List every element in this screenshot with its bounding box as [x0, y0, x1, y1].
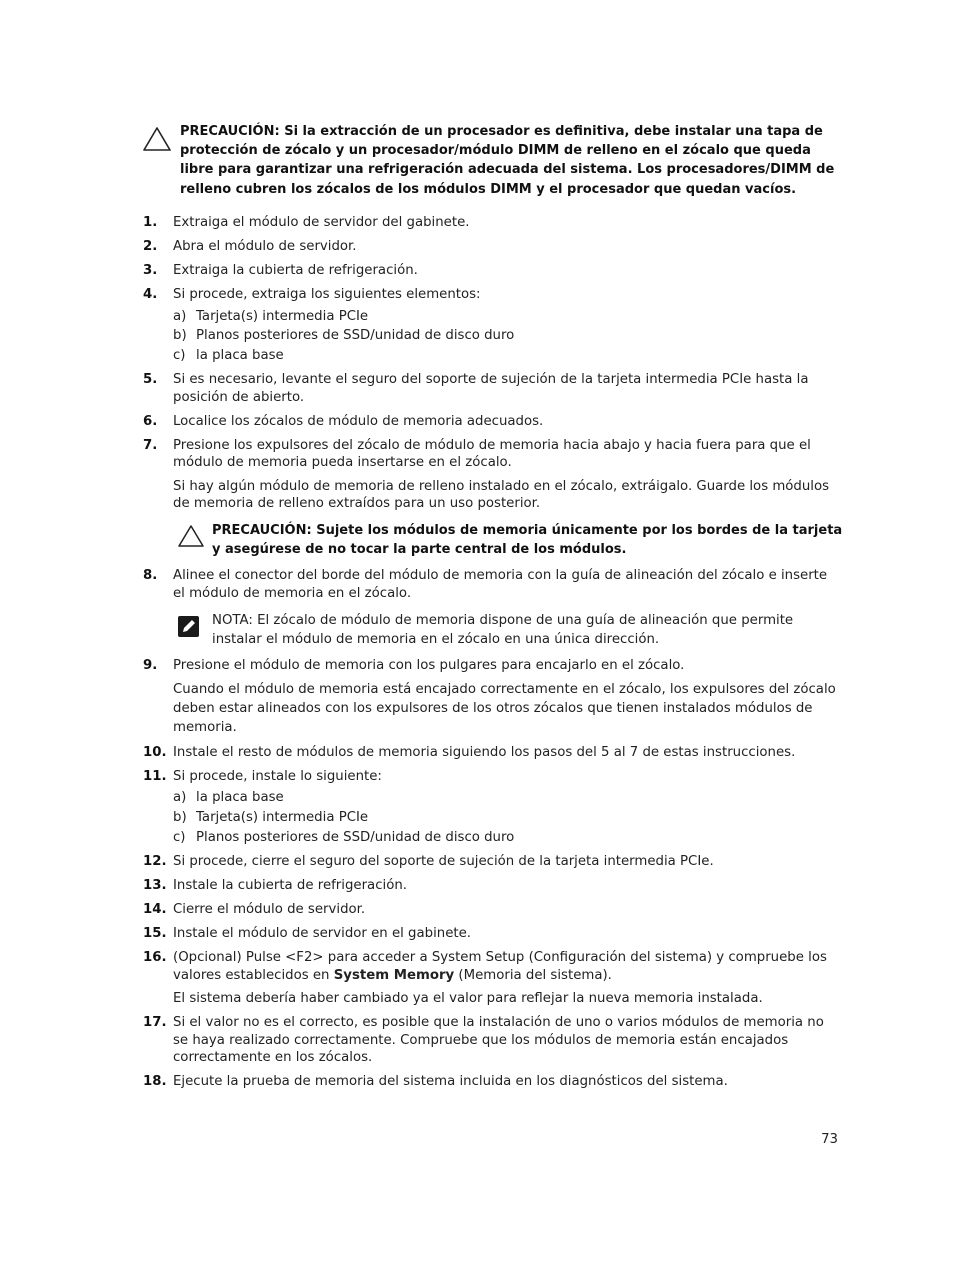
- step-text: Si procede, instale lo siguiente:: [173, 768, 382, 784]
- note-text: El zócalo de módulo de memoria dispone de una guía de alineación que permite instalar el módulo de memoria en el zócalo en una única dirección.: [212, 613, 794, 648]
- step-number: 18.: [143, 1074, 167, 1090]
- step-text: Presione los expulsores del zócalo de módulo de memoria hacia abajo y hacia fuera para que el módulo de memoria pueda insertarse en el zócalo.: [173, 437, 811, 471]
- step-text: Localice los zócalos de módulo de memoria adecuados.: [173, 413, 544, 429]
- step-10: [143, 744, 843, 762]
- step-number: 15.: [143, 926, 167, 942]
- step-15: [143, 925, 843, 943]
- step-text: Presione el módulo de memoria con los pulgares para encajarlo en el zócalo.: [173, 657, 685, 673]
- step-number: 8.: [143, 568, 158, 584]
- step-number: 13.: [143, 878, 167, 894]
- step-extra-text: Cuando el módulo de memoria está encajado correctamente en el zócalo, los expulsores del zócalo deben estar alineados con los expulsores de los otros zócalos que tienen instalados módulos de memoria.: [173, 682, 836, 736]
- step-number: 14.: [143, 902, 167, 918]
- note-label: NOTA:: [212, 613, 253, 629]
- step-text: Extraiga la cubierta de refrigeración.: [173, 263, 418, 278]
- step-8: [143, 567, 843, 650]
- step-text: Instale el resto de módulos de memoria siguiendo los pasos del 5 al 7 de estas instrucciones.: [173, 744, 796, 760]
- sub-item: [173, 327, 843, 345]
- step-extra-text: Si hay algún módulo de memoria de relleno instalado en el zócalo, extráigalo. Guarde los módulos de memoria de relleno extraídos para un uso posterior.: [173, 478, 830, 512]
- step-text: Si procede, cierre el seguro del soporte de sujeción de la tarjeta intermedia PCIe.: [173, 854, 714, 870]
- sub-text: Planos posteriores de SSD/unidad de disco duro: [196, 328, 515, 344]
- step-extra-text: El sistema debería haber cambiado ya el valor para reflejar la nueva memoria instalada.: [173, 991, 763, 1007]
- step-12: [143, 853, 843, 871]
- step-3: [143, 262, 843, 280]
- step-number: 1.: [143, 215, 158, 230]
- step-number: 16.: [143, 950, 167, 966]
- sub-letter: c): [173, 348, 186, 364]
- caution-text: PRECAUCIÓN: Si la extracción de un procesador es definitiva, debe instalar una tapa de protección de zócalo y un procesador/módulo DIMM de relleno en el zócalo que queda libre para garantizar una refrigeración adecuada del sistema. Los procesadores/DIMM de relleno cubren los zócalos de los módulos DIMM y el procesador que quedan vacíos.: [180, 124, 835, 197]
- step-6: [143, 413, 843, 431]
- step-number: 6.: [143, 413, 158, 429]
- step-text: [173, 949, 843, 984]
- sub-text: Planos posteriores de SSD/unidad de disco duro: [196, 830, 515, 846]
- step-2: [143, 238, 843, 256]
- step-number: 7.: [143, 437, 158, 453]
- step-text: Si procede, extraiga los siguientes elementos:: [173, 287, 481, 302]
- step-4: [143, 286, 843, 365]
- note-paragraph: [212, 611, 843, 649]
- step-number: 17.: [143, 1015, 167, 1031]
- sub-text: la placa base: [196, 790, 284, 806]
- step-18: [143, 1073, 843, 1091]
- step-5: [143, 371, 843, 406]
- step-17: [143, 1014, 843, 1067]
- step-number: 2.: [143, 239, 158, 254]
- sub-list: [173, 308, 843, 365]
- step-text: Instale la cubierta de refrigeración.: [173, 878, 407, 894]
- step-text: Abra el módulo de servidor.: [173, 239, 357, 254]
- sub-letter: c): [173, 830, 186, 846]
- inner-caution-text: PRECAUCIÓN: Sujete los módulos de memoria únicamente por los bordes de la tarjeta y asegúrese de no tocar la parte central de los módulos.: [212, 522, 843, 557]
- step-13: [143, 877, 843, 895]
- sub-item: [173, 809, 843, 827]
- step-number: 3.: [143, 263, 158, 278]
- step-16: [143, 949, 843, 1008]
- step-9: [143, 657, 843, 738]
- sub-item: [173, 347, 843, 365]
- warning-triangle-icon: [177, 524, 205, 548]
- sub-letter: b): [173, 328, 187, 344]
- pencil-note-icon: [177, 614, 201, 638]
- step-text: Instale el módulo de servidor en el gabinete.: [173, 926, 471, 942]
- step-text-before: (Opcional) Pulse <F2> para acceder a System Setup (Configuración del sistema) y compruebe los valores establecidos en: [173, 950, 827, 983]
- sub-item: [173, 789, 843, 807]
- step-number: 5.: [143, 372, 158, 388]
- page-number: 73: [821, 1132, 838, 1147]
- step-11: [143, 768, 843, 847]
- step-text: Extraiga el módulo de servidor del gabinete.: [173, 215, 470, 230]
- step-number: 9.: [143, 657, 158, 673]
- step-7: [143, 437, 843, 561]
- system-memory-label: System Memory: [333, 967, 455, 983]
- step-text: Si es necesario, levante el seguro del soporte de sujeción de la tarjeta intermedia PCIe hasta la posición de abierto.: [173, 372, 809, 405]
- sub-letter: a): [173, 790, 187, 806]
- caution-block: [142, 122, 842, 199]
- step-number: 10.: [143, 744, 167, 760]
- step-text-after: (Memoria del sistema).: [454, 967, 612, 983]
- step-number: 4.: [143, 287, 158, 302]
- sub-text: Tarjeta(s) intermedia PCIe: [196, 810, 369, 826]
- step-number: 11.: [143, 768, 167, 784]
- steps-list: [143, 214, 843, 1097]
- sub-letter: a): [173, 308, 187, 324]
- step-number: 12.: [143, 854, 167, 870]
- step-text: Ejecute la prueba de memoria del sistema incluida en los diagnósticos del sistema.: [173, 1074, 728, 1090]
- step-1: [143, 214, 843, 232]
- step-text: Si el valor no es el correcto, es posible que la instalación de uno o varios módulos de memoria no se haya realizado correctamente. Compruebe que los módulos de memoria están encajados correctamente en los zócalos.: [173, 1015, 824, 1066]
- inner-caution-block: [173, 521, 843, 559]
- sub-list: [173, 789, 843, 846]
- sub-letter: b): [173, 810, 187, 826]
- sub-text: la placa base: [196, 348, 284, 364]
- warning-triangle-icon: [142, 126, 172, 152]
- step-14: [143, 901, 843, 919]
- step-text: Cierre el módulo de servidor.: [173, 902, 366, 918]
- step-text: Alinee el conector del borde del módulo de memoria con la guía de alineación del zócalo e inserte el módulo de memoria en el zócalo.: [173, 568, 828, 601]
- note-block: [173, 611, 843, 649]
- sub-item: [173, 308, 843, 326]
- sub-item: [173, 829, 843, 847]
- sub-text: Tarjeta(s) intermedia PCIe: [196, 308, 369, 324]
